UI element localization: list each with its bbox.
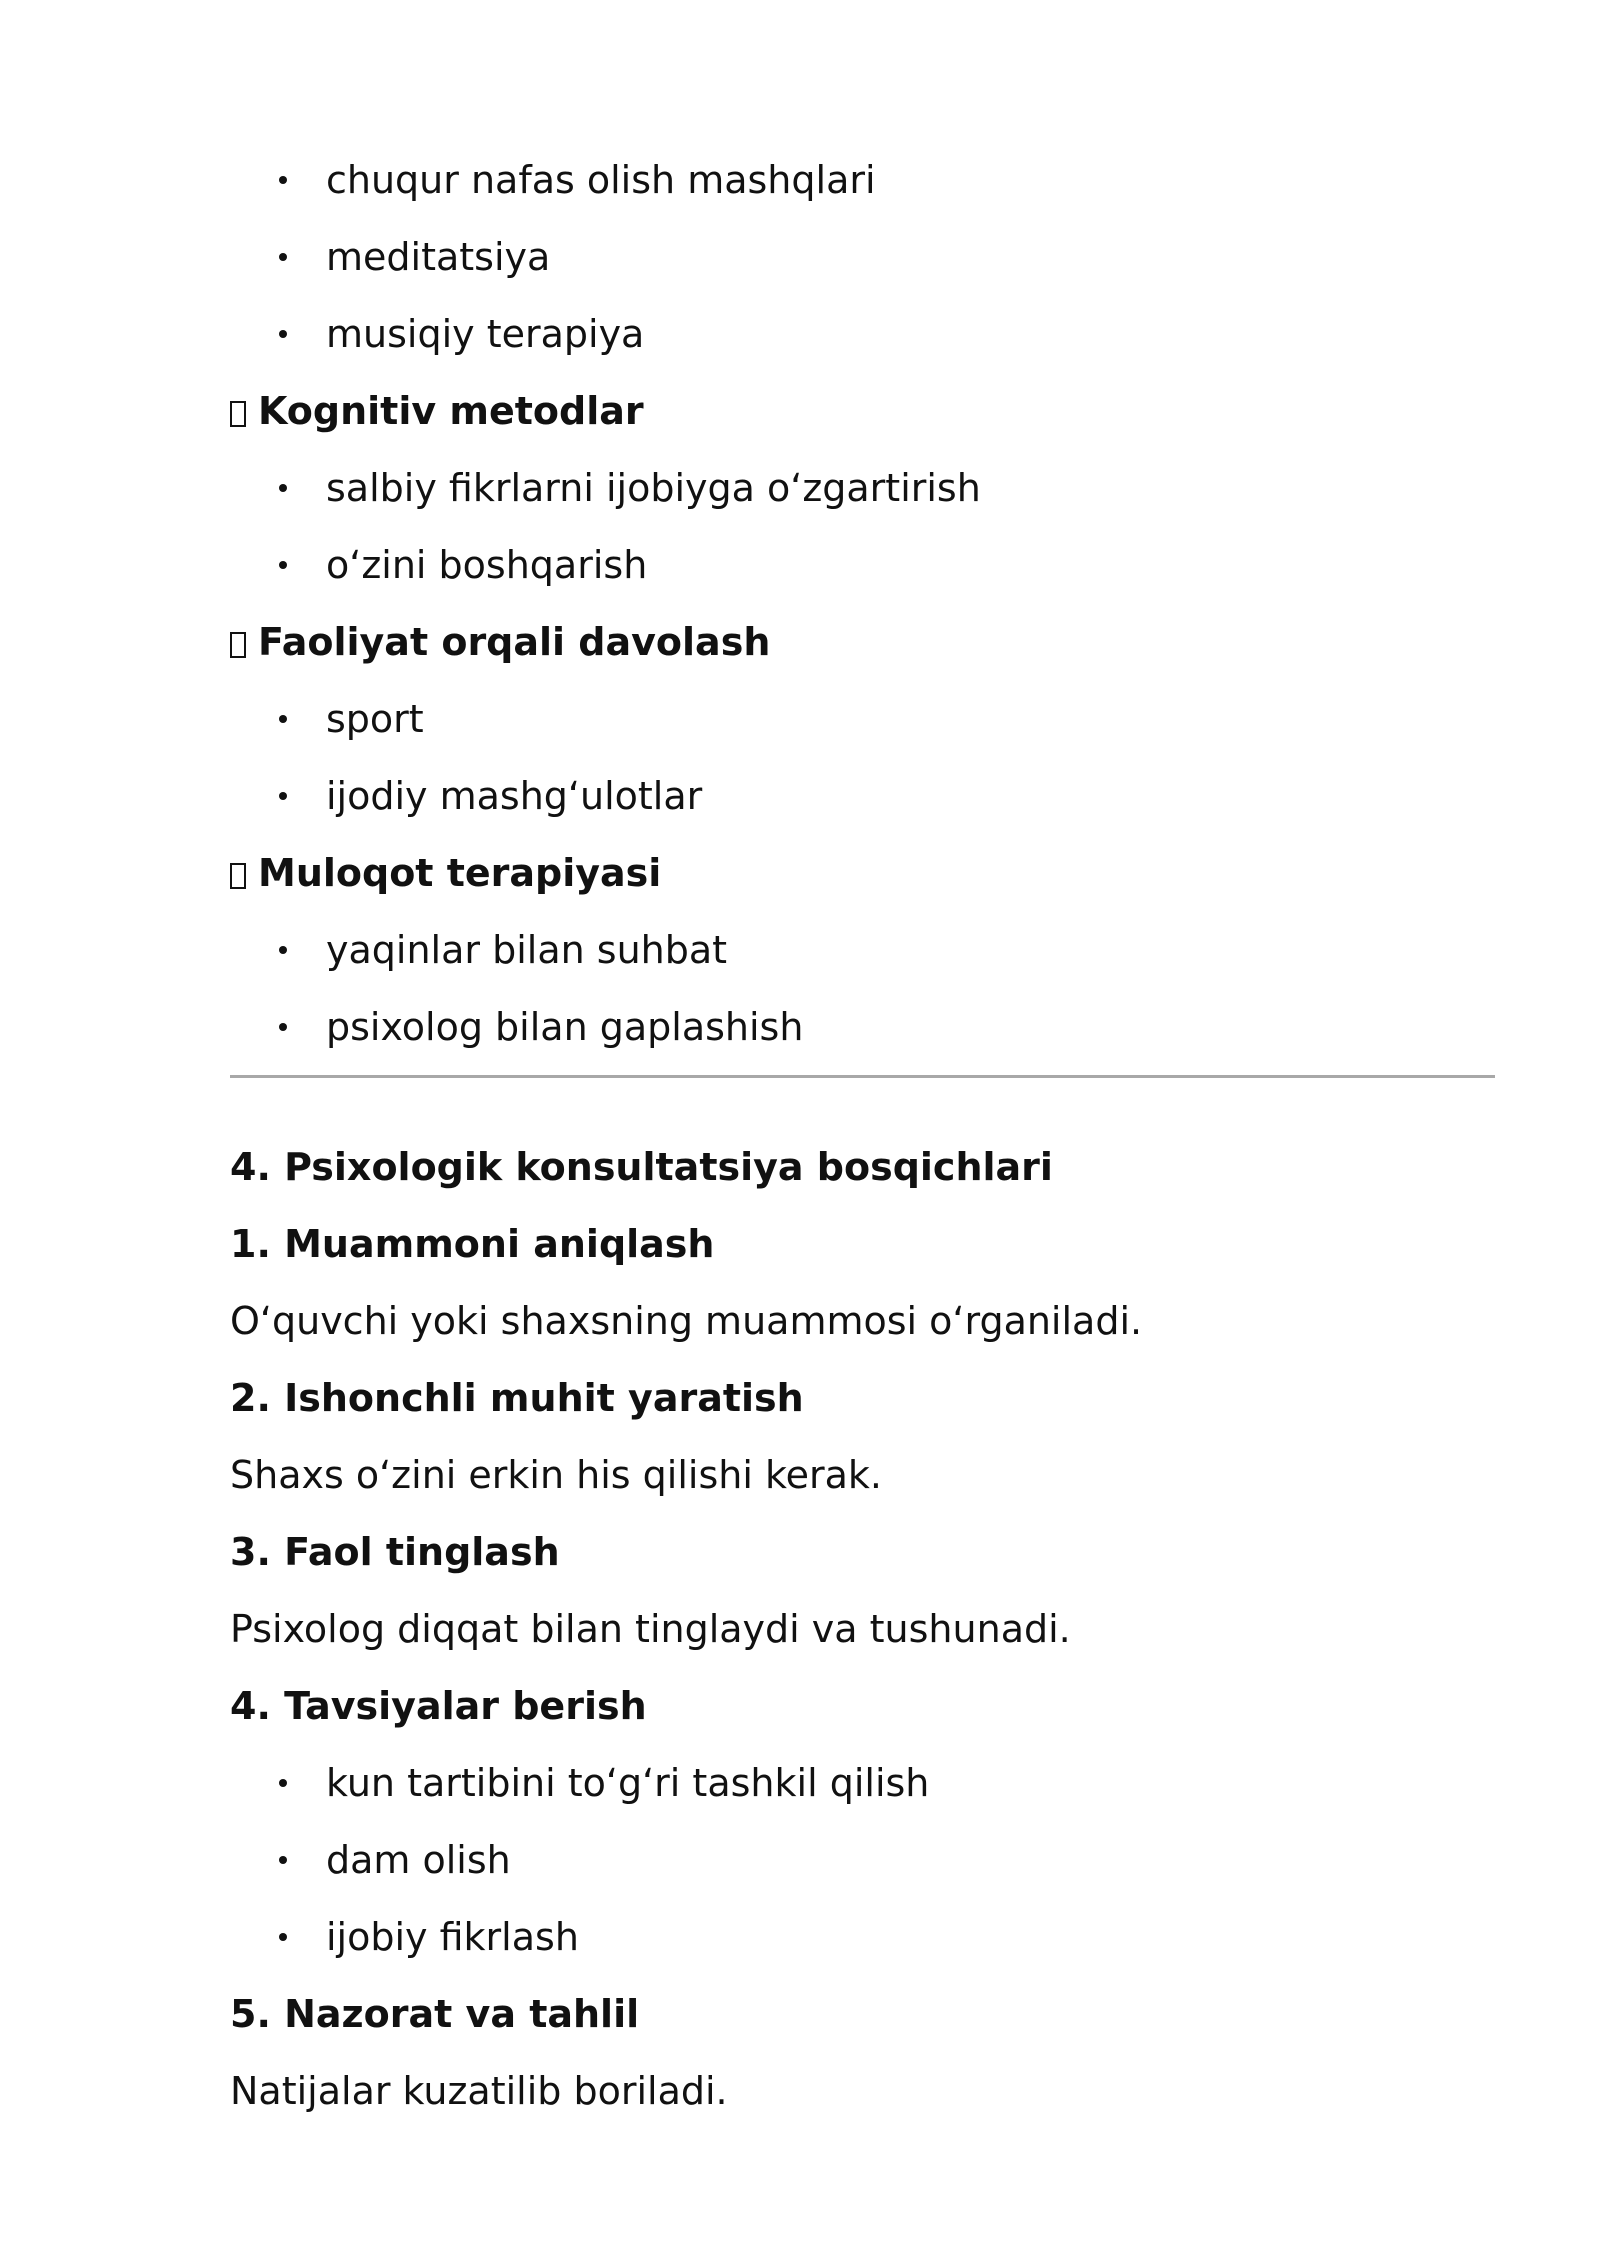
list-item: kun tartibini to‘g‘ri tashkil qilish (326, 1761, 930, 1805)
step-heading: 5. Nazorat va tahlil (230, 1992, 640, 2036)
group-heading-text: Faoliyat orqali davolash (258, 620, 771, 664)
list-item: meditatsiya (326, 235, 551, 279)
list-item: yaqinlar bilan suhbat (326, 928, 728, 972)
step-text: O‘quvchi yoki shaxsning muammosi o‘rganiladi. (230, 1299, 1143, 1343)
list-item: ijobiy fikrlash (326, 1915, 579, 1959)
missing-glyph-box-icon (230, 401, 246, 427)
bullet-icon (279, 484, 287, 492)
bullet-icon (279, 1856, 287, 1864)
bullet-icon (279, 792, 287, 800)
step-heading: 1. Muammoni aniqlash (230, 1222, 715, 1266)
bullet-icon (279, 715, 287, 723)
missing-glyph-box-icon (230, 632, 246, 658)
list-item: salbiy fikrlarni ijobiyga o‘zgartirish (326, 466, 981, 510)
list-item: musiqiy terapiya (326, 312, 645, 356)
bullet-icon (279, 1023, 287, 1031)
list-item: chuqur nafas olish mashqlari (326, 158, 876, 202)
group-heading-text: Kognitiv metodlar (258, 389, 644, 433)
section-title: 4. Psixologik konsultatsiya bosqichlari (230, 1145, 1053, 1189)
group-heading-text: Muloqot terapiyasi (258, 851, 662, 895)
bullet-icon (279, 946, 287, 954)
step-text: Natijalar kuzatilib boriladi. (230, 2069, 728, 2113)
bullet-icon (279, 561, 287, 569)
list-item: o‘zini boshqarish (326, 543, 648, 587)
step-text: Psixolog diqqat bilan tinglaydi va tushunadi. (230, 1607, 1071, 1651)
bullet-icon (279, 330, 287, 338)
missing-glyph-box-icon (230, 863, 246, 889)
horizontal-divider (230, 1075, 1495, 1078)
bullet-icon (279, 1779, 287, 1787)
bullet-icon (279, 1933, 287, 1941)
step-heading: 3. Faol tinglash (230, 1530, 560, 1574)
step-heading: 2. Ishonchli muhit yaratish (230, 1376, 804, 1420)
list-item: sport (326, 697, 424, 741)
list-item: psixolog bilan gaplashish (326, 1005, 804, 1049)
group-heading (230, 387, 644, 435)
list-item: ijodiy mashg‘ulotlar (326, 774, 703, 818)
list-item: dam olish (326, 1838, 511, 1882)
bullet-icon (279, 176, 287, 184)
bullet-icon (279, 253, 287, 261)
group-heading (230, 849, 661, 897)
step-heading: 4. Tavsiyalar berish (230, 1684, 647, 1728)
step-text: Shaxs o‘zini erkin his qilishi kerak. (230, 1453, 882, 1497)
group-heading (230, 618, 770, 666)
